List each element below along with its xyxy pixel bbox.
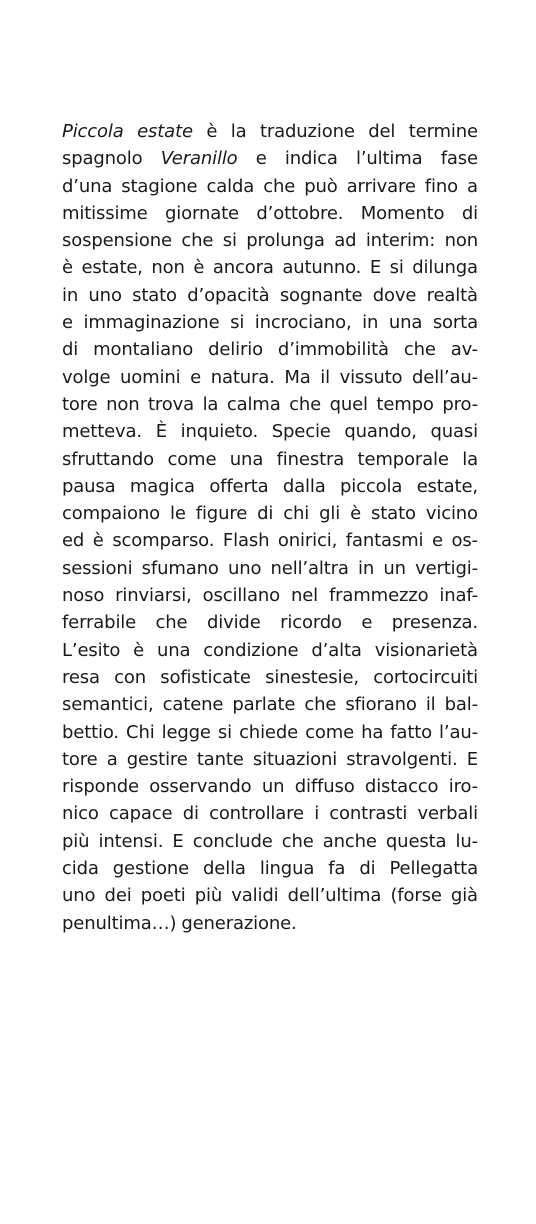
text-line bbox=[62, 227, 478, 254]
word: di bbox=[257, 503, 274, 525]
word: si bbox=[217, 721, 233, 743]
word: Chi bbox=[126, 721, 155, 743]
word: ancora bbox=[212, 257, 274, 279]
word: il bbox=[320, 366, 330, 388]
word: av- bbox=[450, 339, 478, 361]
word: dell’au- bbox=[412, 366, 478, 388]
word: a bbox=[467, 175, 478, 197]
word: controllare bbox=[209, 803, 304, 825]
word: risponde bbox=[62, 776, 139, 798]
word: Specie bbox=[271, 421, 331, 443]
word: sessioni bbox=[62, 557, 133, 579]
word: rinviarsi, bbox=[115, 585, 192, 607]
word: pro- bbox=[442, 393, 478, 415]
word: la bbox=[230, 121, 247, 142]
word: si bbox=[389, 257, 404, 279]
word: è bbox=[92, 530, 104, 552]
word: dei bbox=[104, 885, 132, 907]
word: sospensione bbox=[62, 230, 172, 252]
word: distacco bbox=[364, 776, 439, 798]
word: una bbox=[229, 448, 264, 470]
text-line bbox=[62, 691, 478, 718]
word: stagione bbox=[121, 175, 198, 197]
word: tore bbox=[62, 748, 98, 770]
word: gli bbox=[319, 503, 341, 525]
word: onirici, bbox=[277, 530, 338, 552]
word: Momento bbox=[360, 202, 445, 224]
text-line bbox=[62, 145, 478, 172]
word: spagnolo bbox=[62, 148, 143, 170]
word: oscillano bbox=[202, 585, 281, 607]
word: fatto bbox=[390, 721, 432, 743]
text-line bbox=[62, 364, 478, 391]
word: inquieto. bbox=[180, 421, 259, 443]
word: d’ottobre. bbox=[256, 202, 344, 224]
word: pausa bbox=[62, 475, 116, 497]
word: e bbox=[431, 530, 443, 552]
text-line bbox=[62, 309, 478, 336]
text-line bbox=[62, 855, 478, 882]
word: quel bbox=[329, 393, 368, 415]
word: fase bbox=[440, 148, 478, 170]
text-line bbox=[62, 446, 478, 473]
text-line bbox=[62, 773, 478, 800]
word: divide bbox=[206, 612, 261, 634]
word: è bbox=[350, 503, 362, 525]
word: come bbox=[305, 721, 355, 743]
word: generazione. bbox=[181, 912, 297, 934]
word: ed bbox=[62, 530, 85, 552]
word: chi bbox=[283, 503, 310, 525]
word: conclude bbox=[192, 830, 273, 852]
word: le bbox=[169, 503, 186, 525]
word: come bbox=[167, 448, 217, 470]
word: sfiorano bbox=[345, 694, 417, 716]
word: anche bbox=[322, 830, 377, 852]
word: la bbox=[462, 448, 478, 470]
text-line bbox=[62, 173, 478, 200]
word: autunno. bbox=[282, 257, 362, 279]
text-line bbox=[62, 910, 478, 937]
word: ferrabile bbox=[62, 612, 137, 634]
word: ricordo bbox=[280, 612, 342, 634]
word: non bbox=[444, 230, 478, 252]
word: il bbox=[425, 694, 436, 716]
word: semantici, bbox=[62, 694, 154, 716]
text-line bbox=[62, 555, 478, 582]
word: e bbox=[62, 312, 73, 334]
text-line bbox=[62, 800, 478, 827]
word: si bbox=[230, 312, 245, 334]
word: dell’ultima bbox=[287, 885, 382, 907]
word: metteva. bbox=[62, 421, 143, 443]
word: quando, bbox=[344, 421, 417, 443]
word: di bbox=[62, 339, 79, 361]
word: è bbox=[206, 121, 218, 142]
word: scomparso. bbox=[112, 530, 215, 552]
word: la bbox=[202, 393, 219, 415]
word: sorta bbox=[432, 312, 478, 334]
word: montaliano bbox=[93, 339, 194, 361]
word: interim: bbox=[365, 230, 436, 252]
word: osservando bbox=[149, 776, 252, 798]
word: incrociano, bbox=[254, 312, 352, 334]
word: offerta bbox=[209, 475, 269, 497]
text-line bbox=[62, 719, 478, 746]
word: un bbox=[261, 776, 285, 798]
word: Pellegatta bbox=[389, 858, 478, 880]
text-line bbox=[62, 391, 478, 418]
word: è bbox=[62, 257, 73, 279]
word: poeti bbox=[140, 885, 186, 907]
word: natura. bbox=[210, 366, 275, 388]
word: condizione bbox=[203, 639, 299, 661]
word: termine bbox=[408, 121, 478, 142]
word: situazioni bbox=[252, 748, 338, 770]
word: del bbox=[368, 121, 396, 142]
word: prolunga bbox=[246, 230, 325, 252]
word: iro- bbox=[448, 776, 478, 798]
word: che bbox=[304, 694, 337, 716]
text-line bbox=[62, 254, 478, 281]
word: tempo bbox=[376, 393, 434, 415]
word: d’immobilità bbox=[277, 339, 389, 361]
word: che bbox=[263, 175, 296, 197]
word: estate, bbox=[81, 257, 143, 279]
word: capace bbox=[108, 803, 173, 825]
word: non bbox=[106, 393, 140, 415]
word: indica bbox=[284, 148, 338, 170]
word: contrasti bbox=[329, 803, 408, 825]
word: d’alta bbox=[311, 639, 362, 661]
word: parlate bbox=[232, 694, 296, 716]
word: a bbox=[106, 748, 118, 770]
word: tante bbox=[196, 748, 244, 770]
word: uno bbox=[88, 284, 122, 306]
word: fino bbox=[424, 175, 458, 197]
italic-word: Piccola bbox=[62, 121, 124, 142]
word: più bbox=[62, 830, 90, 852]
word: lu- bbox=[455, 830, 478, 852]
word: più bbox=[194, 885, 223, 907]
text-line bbox=[62, 418, 478, 445]
word: questa bbox=[385, 830, 447, 852]
word: frammezzo bbox=[328, 585, 429, 607]
word: estate, bbox=[416, 475, 478, 497]
word: stato bbox=[371, 503, 416, 525]
word: in bbox=[362, 312, 379, 334]
word: delirio bbox=[208, 339, 263, 361]
word: finestra bbox=[276, 448, 345, 470]
word: stravolgenti. bbox=[346, 748, 458, 770]
word: con bbox=[114, 666, 147, 688]
word: dilunga bbox=[412, 257, 478, 279]
word: una bbox=[388, 312, 423, 334]
word: bal- bbox=[444, 694, 478, 716]
text-line bbox=[62, 746, 478, 773]
word: validi bbox=[231, 885, 279, 907]
word: lingua bbox=[259, 858, 315, 880]
text-line bbox=[62, 828, 478, 855]
text-line bbox=[62, 582, 478, 609]
word: Flash bbox=[222, 530, 270, 552]
word: magica bbox=[129, 475, 195, 497]
italic-word: estate bbox=[137, 121, 193, 142]
word: bettio. bbox=[62, 721, 119, 743]
word: È bbox=[155, 421, 167, 443]
word: intensi. bbox=[98, 830, 164, 852]
word: che bbox=[281, 830, 314, 852]
word: traduzione bbox=[259, 121, 355, 142]
word: di bbox=[182, 803, 199, 825]
word: che bbox=[181, 230, 214, 252]
word: resa bbox=[62, 666, 100, 688]
word: chiede bbox=[239, 721, 299, 743]
word: nel bbox=[290, 585, 319, 607]
word: si bbox=[222, 230, 237, 252]
word: presenza. bbox=[391, 612, 478, 634]
text-line bbox=[62, 882, 478, 909]
word: calma bbox=[226, 393, 281, 415]
word: sofisticate bbox=[160, 666, 251, 688]
word: figure bbox=[195, 503, 248, 525]
word: nico bbox=[62, 803, 99, 825]
word: temporale bbox=[357, 448, 449, 470]
word: d’una bbox=[62, 175, 113, 197]
word: diffuso bbox=[294, 776, 355, 798]
word: già bbox=[450, 885, 478, 907]
word: e bbox=[190, 366, 202, 388]
text-line bbox=[62, 637, 478, 664]
word: E bbox=[172, 830, 184, 852]
word: (forse bbox=[390, 885, 442, 907]
word: e bbox=[361, 612, 373, 634]
word: che bbox=[289, 393, 322, 415]
word: volge bbox=[62, 366, 111, 388]
word: E bbox=[466, 748, 478, 770]
word: arrivare bbox=[346, 175, 416, 197]
word: della bbox=[203, 858, 246, 880]
word: verbali bbox=[417, 803, 478, 825]
word: inaf- bbox=[439, 585, 478, 607]
word: quasi bbox=[430, 421, 478, 443]
word: può bbox=[304, 175, 338, 197]
word: che bbox=[403, 339, 436, 361]
text-line bbox=[62, 664, 478, 691]
word: l’ultima bbox=[355, 148, 423, 170]
text-line bbox=[62, 336, 478, 363]
word: sognante bbox=[279, 284, 363, 306]
word: uno bbox=[62, 885, 96, 907]
word: gestione bbox=[112, 858, 190, 880]
word: uno bbox=[227, 557, 262, 579]
word: legge bbox=[161, 721, 211, 743]
word: piccola bbox=[340, 475, 403, 497]
word: è bbox=[133, 639, 145, 661]
word: l’au- bbox=[439, 721, 478, 743]
word: L’esito bbox=[62, 639, 121, 661]
word: che bbox=[155, 612, 188, 634]
word: immaginazione bbox=[83, 312, 220, 334]
body-paragraph bbox=[62, 118, 478, 937]
word: vicino bbox=[425, 503, 478, 525]
text-line bbox=[62, 500, 478, 527]
word: penultima…) bbox=[62, 912, 177, 934]
word: vertigi- bbox=[415, 557, 478, 579]
word: tore bbox=[62, 393, 98, 415]
text-line bbox=[62, 200, 478, 227]
word: Ma bbox=[284, 366, 311, 388]
word: sinestesie, bbox=[265, 666, 359, 688]
word: fantasmi bbox=[345, 530, 424, 552]
word: noso bbox=[62, 585, 105, 607]
word: sfruttando bbox=[62, 448, 155, 470]
word: compaiono bbox=[62, 503, 160, 525]
word: è bbox=[193, 257, 205, 279]
word: visionarietà bbox=[374, 639, 478, 661]
word: in bbox=[358, 557, 375, 579]
word: d’opacità bbox=[187, 284, 270, 306]
word: gestire bbox=[126, 748, 188, 770]
word: in bbox=[62, 284, 79, 306]
word: cortocircuiti bbox=[373, 666, 478, 688]
word: os- bbox=[451, 530, 478, 552]
word: non bbox=[151, 257, 185, 279]
word: catene bbox=[162, 694, 224, 716]
word: cida bbox=[62, 858, 99, 880]
word: vissuto bbox=[339, 366, 403, 388]
word: giornate bbox=[165, 202, 239, 224]
text-line bbox=[62, 118, 478, 145]
text-line bbox=[62, 609, 478, 636]
text-line bbox=[62, 473, 478, 500]
word: fa bbox=[328, 858, 346, 880]
word: di bbox=[461, 202, 478, 224]
text-line bbox=[62, 282, 478, 309]
word: e bbox=[255, 148, 267, 170]
word: ha bbox=[361, 721, 384, 743]
word: ad bbox=[334, 230, 357, 252]
word: i bbox=[314, 803, 320, 825]
word: mitissime bbox=[62, 202, 148, 224]
word: una bbox=[156, 639, 191, 661]
word: calda bbox=[206, 175, 255, 197]
word: dalla bbox=[282, 475, 326, 497]
word: sfumano bbox=[141, 557, 219, 579]
word: realtà bbox=[426, 284, 478, 306]
word: trova bbox=[148, 393, 195, 415]
word: nell’altra bbox=[270, 557, 349, 579]
word: stato bbox=[132, 284, 177, 306]
text-line bbox=[62, 527, 478, 554]
word: un bbox=[383, 557, 406, 579]
word: uomini bbox=[120, 366, 181, 388]
word: dove bbox=[372, 284, 417, 306]
word: di bbox=[359, 858, 376, 880]
italic-word: Veranillo bbox=[160, 148, 238, 170]
word: E bbox=[369, 257, 382, 279]
